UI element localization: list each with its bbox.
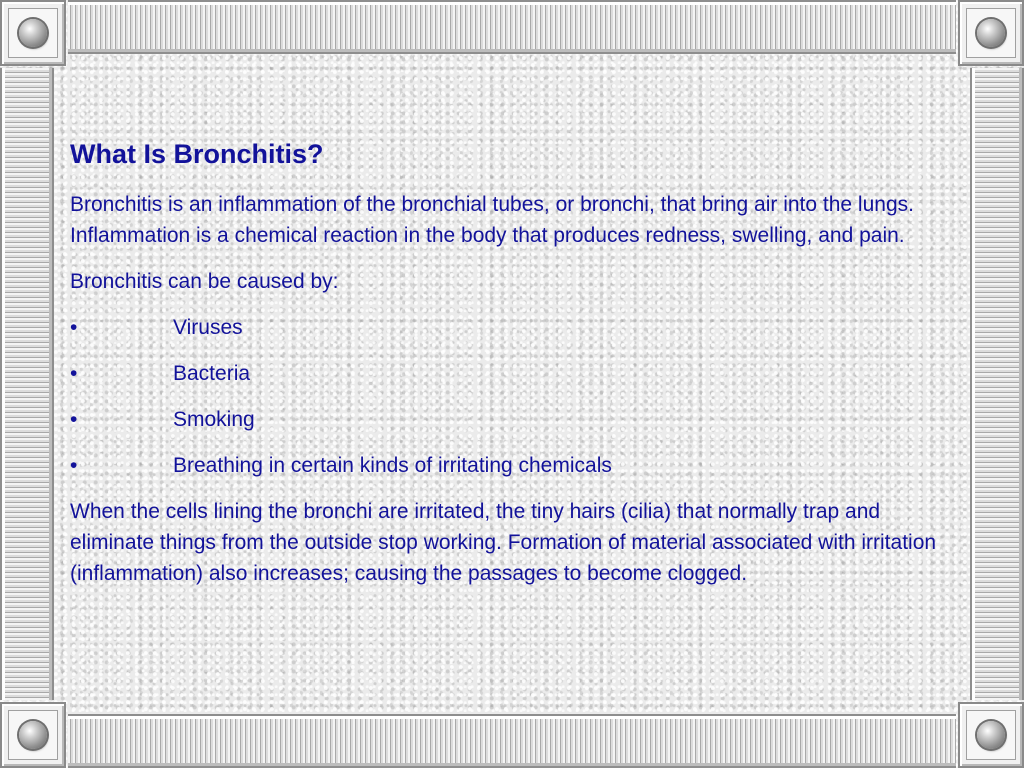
intro-paragraph: Bronchitis is an inflammation of the bronchial tubes, or bronchi, that bring air into the lungs. Inflammation is a chemical reaction in the body that produces redness, swelling, and pain.	[70, 193, 914, 247]
corner-top-right	[958, 0, 1024, 66]
bullet-icon: •	[70, 316, 78, 339]
slide-title: What Is Bronchitis?	[70, 139, 324, 169]
cause-text: Bacteria	[173, 362, 251, 385]
corner-bottom-right	[958, 702, 1024, 768]
top-border-rail	[68, 0, 956, 54]
list-item	[70, 404, 950, 435]
list-item	[70, 312, 950, 343]
round-knob-icon	[977, 19, 1005, 47]
cause-text: Smoking	[173, 408, 255, 431]
cause-text: Breathing in certain kinds of irritating chemicals	[173, 454, 612, 477]
bottom-border-rail	[68, 714, 956, 768]
list-item	[70, 450, 950, 481]
cause-text: Viruses	[173, 316, 243, 339]
round-knob-icon	[977, 721, 1005, 749]
round-knob-icon	[19, 721, 47, 749]
bullet-icon: •	[70, 408, 78, 431]
corner-bottom-left	[0, 702, 66, 768]
causes-heading: Bronchitis can be caused by:	[70, 270, 339, 293]
slide-content	[70, 136, 950, 604]
right-border-rail	[970, 68, 1024, 700]
bullet-icon: •	[70, 454, 78, 477]
left-border-rail	[0, 68, 54, 700]
bullet-icon: •	[70, 362, 78, 385]
corner-top-left	[0, 0, 66, 66]
round-knob-icon	[19, 19, 47, 47]
closing-paragraph: When the cells lining the bronchi are irritated, the tiny hairs (cilia) that normally trap and eliminate things from the outside stop working. Formation of material associated with irritation (inflammation) also increases; causing the passages to become clogged.	[70, 500, 937, 585]
list-item	[70, 358, 950, 389]
